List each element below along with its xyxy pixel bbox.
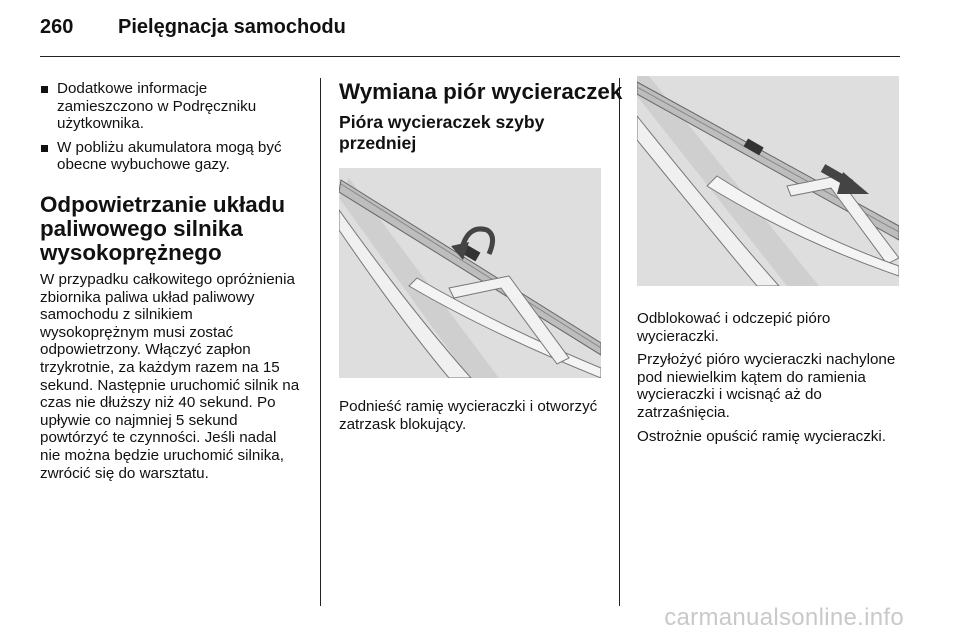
column-divider-1 bbox=[320, 78, 321, 606]
bullet-square-icon bbox=[41, 145, 48, 152]
section-body: W przypadku całkowitego opróżnienia zbiornika paliwa układ paliwowy samochodu z silnikiem wysokoprężnym musi zostać odpowietrzony. Włączyć zapłon trzykrotnie, za każdym razem na 15 sekund. Następnie uruchomić silnik na czas nie dłuższy niż 40 sekund. Po upływie co najmniej 5 sekund powtórzyć te czynności. Jeśli nadal nie można będzie uruchomić silnika, zwrócić się do warsztatu. bbox=[40, 270, 300, 482]
bullet-text: W pobliżu akumulatora mogą być obecne wybuchowe gazy. bbox=[57, 138, 282, 174]
column-middle bbox=[339, 79, 623, 433]
instruction-paragraph: Odblokować i odczepić pióro wycieraczki. bbox=[637, 310, 831, 345]
subsection-heading: Pióra wycieraczek szyby przedniej bbox=[339, 112, 545, 153]
bullet-item bbox=[40, 80, 300, 133]
instruction-paragraph: Ostrożnie opuścić ramię wycieraczki. bbox=[637, 427, 886, 445]
page-number: 260 bbox=[40, 16, 74, 38]
bullet-item bbox=[40, 139, 300, 174]
column-left bbox=[40, 80, 300, 482]
wiper-raise-illustration bbox=[339, 168, 601, 378]
figure-caption: Podnieść ramię wycieraczki i otworzyć zatrzask blokujący. bbox=[339, 398, 598, 433]
instruction-paragraph: Przyłożyć pióro wycieraczki nachylone pod niewielkim kątem do ramienia wycieraczki i wcisnąć aż do zatrzaśnięcia. bbox=[637, 351, 896, 421]
header-rule bbox=[40, 56, 900, 57]
bullet-text: Dodatkowe informacje zamieszczono w Podręczniku użytkownika. bbox=[57, 80, 257, 133]
section-heading: Odpowietrzanie układu paliwowego silnika wysokoprężnego bbox=[40, 191, 286, 265]
watermark-text: carmanualsonline.info bbox=[664, 604, 904, 631]
wiper-figure-2 bbox=[637, 76, 899, 286]
wiper-figure-1 bbox=[339, 168, 601, 378]
section-heading: Wymiana piór wycieraczek bbox=[339, 79, 623, 104]
column-divider-2 bbox=[619, 78, 620, 606]
wiper-detach-illustration bbox=[637, 76, 899, 286]
column-right bbox=[637, 80, 902, 445]
bullet-square-icon bbox=[41, 86, 48, 93]
chapter-title: Pielęgnacja samochodu bbox=[118, 16, 346, 38]
